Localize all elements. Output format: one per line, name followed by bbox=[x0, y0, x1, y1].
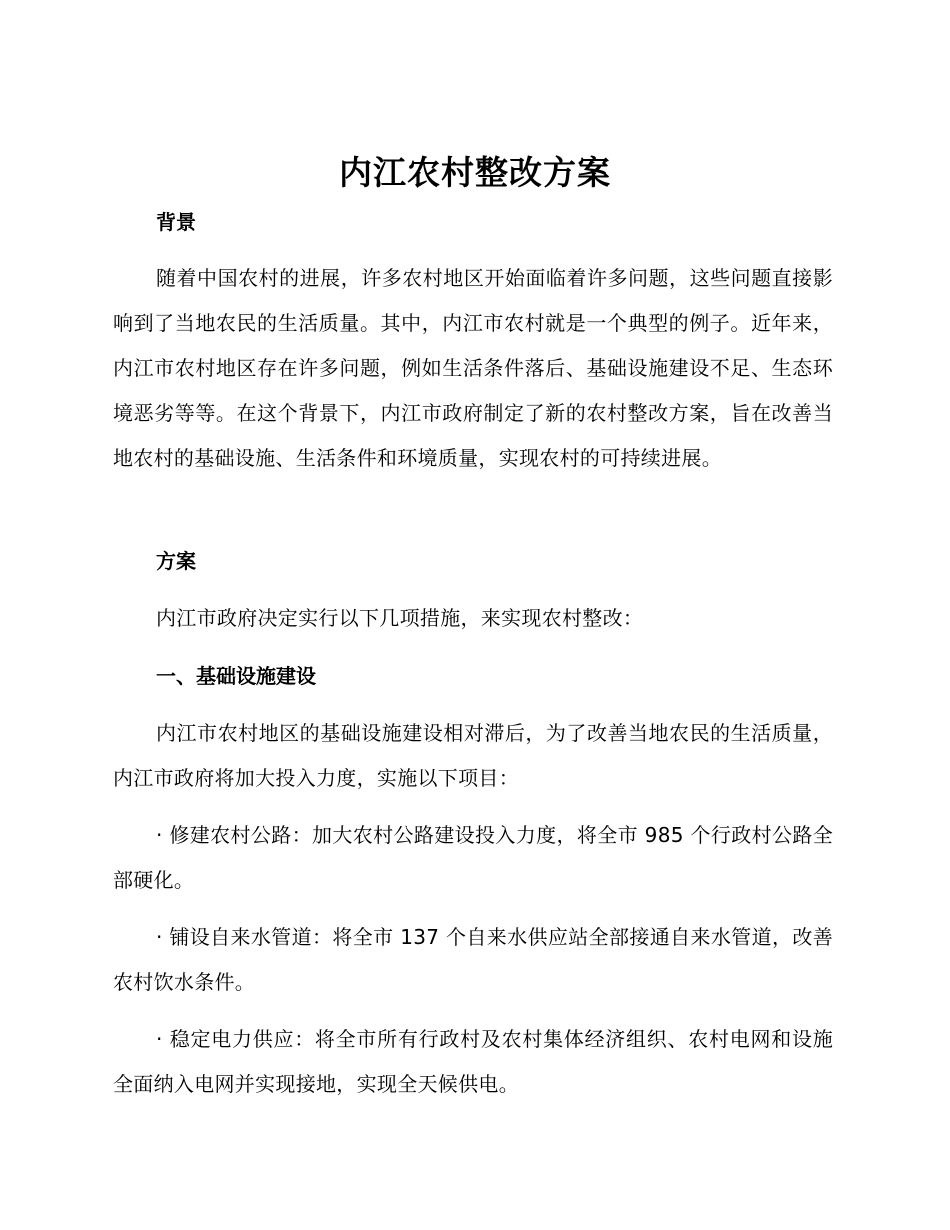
document-title: 内江农村整改方案 bbox=[339, 153, 611, 192]
bullet-item-power-supply: · 稳定电力供应：将全市所有行政村及农村集体经济组织、农村电网和设施全面纳入电网并实现接地，实现全天候供电。 bbox=[113, 1027, 833, 1096]
section-heading-plan: 方案 bbox=[156, 549, 196, 573]
bullet-item-roads: · 修建农村公路：加大农村公路建设投入力度，将全市 985 个行政村公路全部硬化。 bbox=[113, 823, 833, 892]
paragraph-background: 随着中国农村的进展，许多农村地区开始面临着许多问题，这些问题直接影响到了当地农民的生活质量。其中，内江市农村就是一个典型的例子。近年来，内江市农村地区存在许多问题，例如生活条件落后、基础设施建设不足、生态环境恶劣等等。在这个背景下，内江市政府制定了新的农村整改方案，旨在改善当地农村的基础设施、生活条件和环境质量，实现农村的可持续进展。 bbox=[113, 266, 833, 470]
bullet-item-water-pipes: · 铺设自来水管道：将全市 137 个自来水供应站全部接通自来水管道，改善农村饮水条件。 bbox=[113, 925, 833, 994]
section-heading-infrastructure: 一、基础设施建设 bbox=[156, 664, 316, 688]
section-heading-background: 背景 bbox=[156, 210, 196, 234]
paragraph-plan-intro: 内江市政府决定实行以下几项措施，来实现农村整改： bbox=[156, 606, 644, 630]
paragraph-infrastructure-intro: 内江市农村地区的基础设施建设相对滞后，为了改善当地农民的生活质量，内江市政府将加大投入力度，实施以下项目： bbox=[113, 721, 833, 790]
